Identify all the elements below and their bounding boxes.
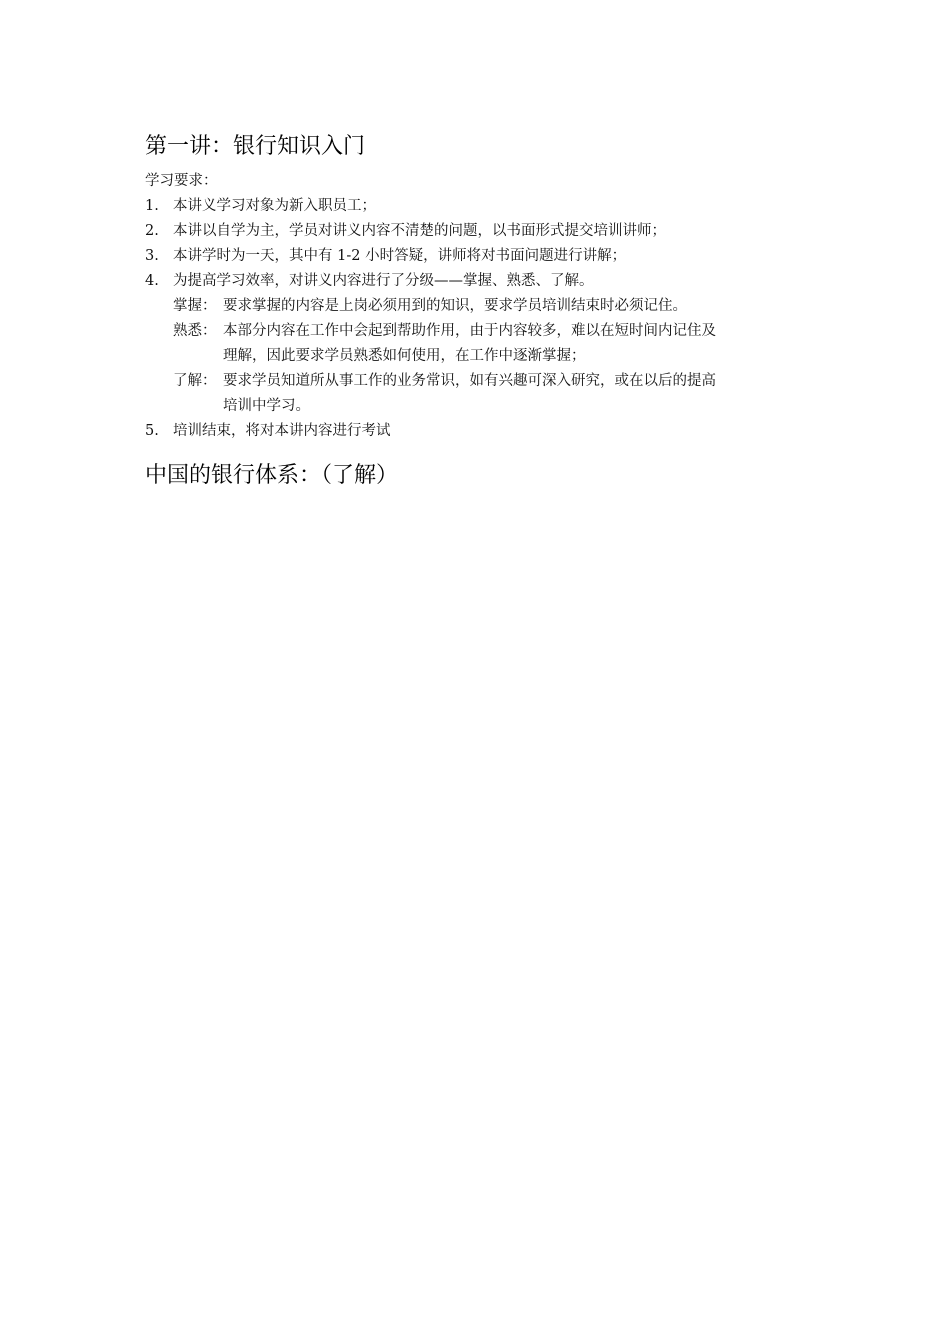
list-item-number: 3. [145, 248, 159, 264]
level-text-continued: 理解，因此要求学员熟悉如何使用，在工作中逐渐掌握； [223, 348, 586, 364]
list-item-number: 4. [145, 273, 159, 289]
level-text: 要求掌握的内容是上岗必须用到的知识，要求学员培训结束时必须记住。 [223, 298, 687, 314]
list-item-number: 5. [145, 423, 159, 439]
requirements-label: 学习要求： [145, 173, 218, 189]
list-item-text: 培训结束，将对本讲内容进行考试 [173, 423, 391, 439]
list-item-text: 本讲以自学为主，学员对讲义内容不清楚的问题，以书面形式提交培训讲师； [173, 223, 666, 239]
list-item-number: 2. [145, 223, 159, 239]
section-title: 中国的银行体系：（了解） [145, 463, 399, 488]
level-text: 要求学员知道所从事工作的业务常识，如有兴趣可深入研究，或在以后的提高 [223, 373, 716, 389]
level-label: 了解： [173, 373, 217, 389]
list-item-text: 本讲学时为一天，其中有 1-2 小时答疑，讲师将对书面问题进行讲解； [173, 248, 627, 264]
list-item-text: 本讲义学习对象为新入职员工； [173, 198, 376, 214]
list-item-number: 1. [145, 198, 159, 214]
level-text-continued: 培训中学习。 [223, 398, 310, 414]
lecture-title: 第一讲：银行知识入门 [145, 134, 366, 159]
level-label: 熟悉： [173, 323, 217, 339]
list-item-text: 为提高学习效率，对讲义内容进行了分级——掌握、熟悉、了解。 [173, 273, 594, 289]
level-text: 本部分内容在工作中会起到帮助作用，由于内容较多，难以在短时间内记住及 [223, 323, 716, 339]
level-label: 掌握： [173, 298, 217, 314]
